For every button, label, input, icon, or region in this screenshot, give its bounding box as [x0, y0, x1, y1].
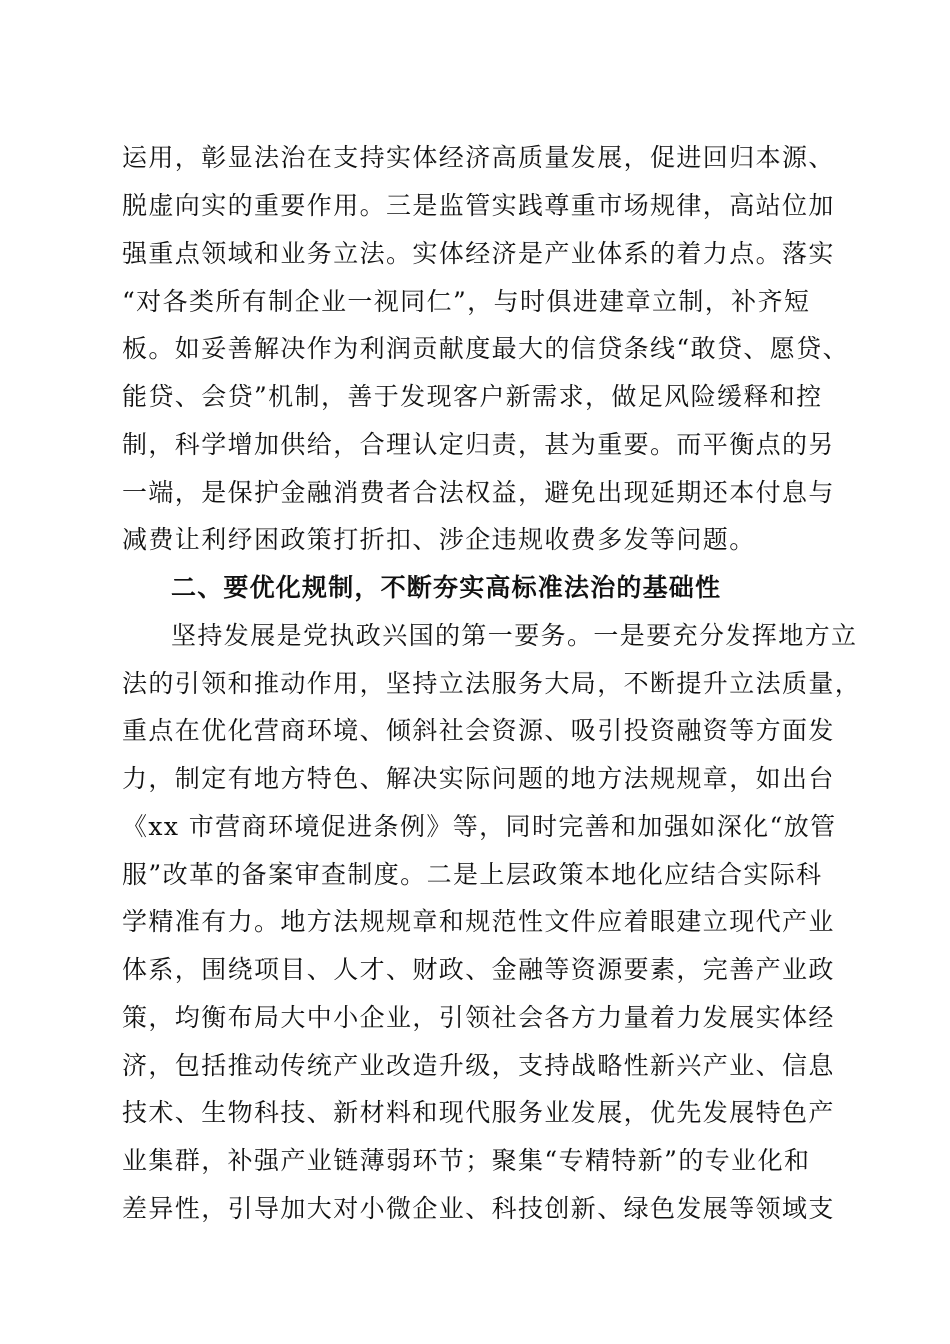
paragraph-line: “对各类所有制企业一视同仁”，与时俱进建章立制，补齐短 — [122, 287, 811, 316]
paragraph-line: 能贷、会贷”机制，善于发现客户新需求，做足风险缓释和控 — [122, 382, 823, 411]
paragraph-line: 体系，围绕项目、人才、财政、金融等资源要素，完善产业政 — [122, 955, 835, 984]
paragraph-line: 《xx 市营商环境促进条例》等，同时完善和加强如深化“放管 — [122, 812, 837, 841]
paragraph-line: 技术、生物科技、新材料和现代服务业发展，优先发展特色产 — [122, 1098, 835, 1127]
paragraph-line: 减费让利纾困政策打折扣、涉企违规收费多发等问题。 — [122, 525, 756, 554]
paragraph-line: 一端，是保护金融消费者合法权益，避免出现延期还本付息与 — [122, 478, 835, 507]
paragraph-line: 脱虚向实的重要作用。三是监管实践尊重市场规律，高站位加 — [122, 191, 835, 220]
paragraph-line: 运用，彰显法治在支持实体经济高质量发展，促进回归本源、 — [122, 143, 835, 172]
paragraph-line: 法的引领和推动作用，坚持立法服务大局，不断提升立法质量， — [122, 669, 862, 698]
paragraph-line: 差异性，引导加大对小微企业、科技创新、绿色发展等领域支 — [122, 1194, 835, 1223]
paragraph-line: 济，包括推动传统产业改造升级，支持战略性新兴产业、信息 — [122, 1051, 835, 1080]
paragraph-line: 策，均衡布局大中小企业，引领社会各方力量着力发展实体经 — [122, 1003, 835, 1032]
paragraph-line: 强重点领域和业务立法。实体经济是产业体系的着力点。落实 — [122, 239, 835, 268]
paragraph-line: 业集群，补强产业链薄弱环节；聚集“专精特新”的专业化和 — [122, 1146, 811, 1175]
paragraph-line: 板。如妥善解决作为利润贡献度最大的信贷条线“敢贷、愿贷、 — [122, 334, 849, 363]
section-heading: 二、要优化规制，不断夯实高标准法治的基础性 — [171, 573, 722, 602]
paragraph-line: 重点在优化营商环境、倾斜社会资源、吸引投资融资等方面发 — [122, 716, 835, 745]
paragraph-line: 力，制定有地方特色、解决实际问题的地方法规规章，如出台 — [122, 764, 835, 793]
paragraph-line: 制，科学增加供给，合理认定归责，甚为重要。而平衡点的另 — [122, 430, 835, 459]
paragraph-line: 学精准有力。地方法规规章和规范性文件应着眼建立现代产业 — [122, 907, 835, 936]
paragraph-line: 服”改革的备案审查制度。二是上层政策本地化应结合实际科 — [122, 860, 823, 889]
paragraph-line: 坚持发展是党执政兴国的第一要务。一是要充分发挥地方立 — [171, 621, 858, 650]
